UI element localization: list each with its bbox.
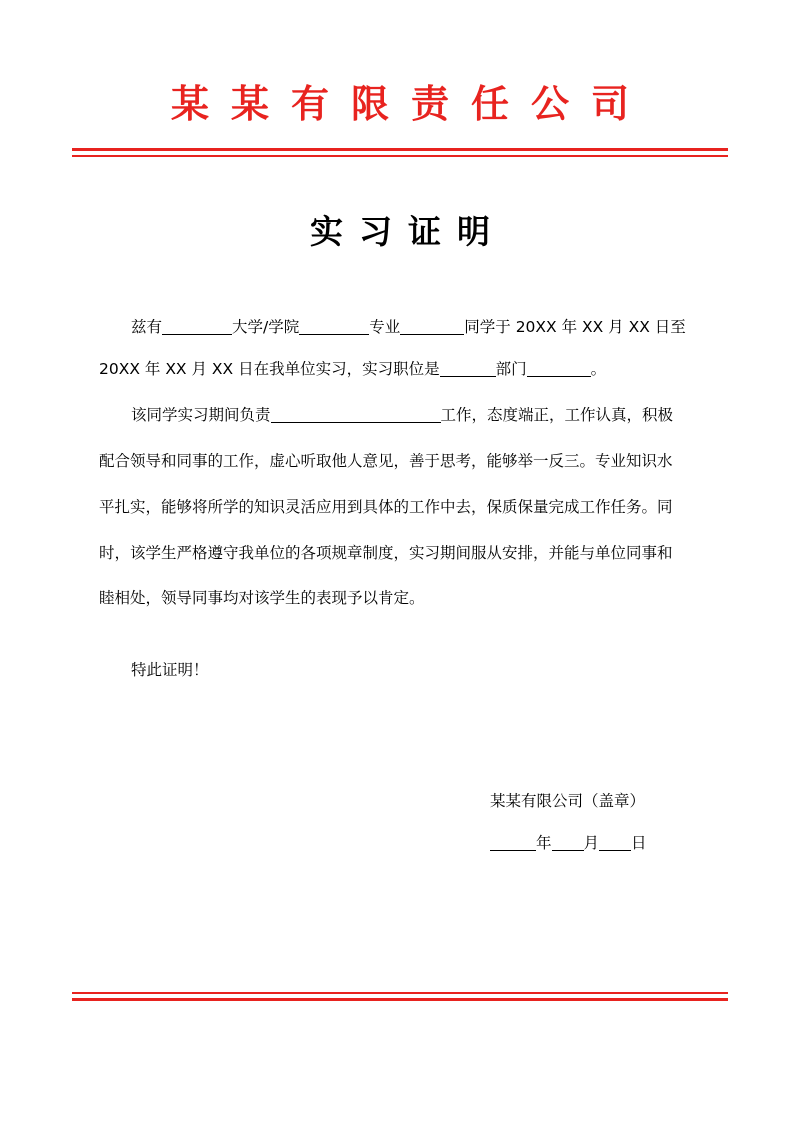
department-blank bbox=[527, 359, 591, 377]
para2-line3: 平扎实，能够将所学的知识灵活应用到具体的工作中去，保质保量完成工作任务。同 bbox=[99, 498, 673, 516]
month-blank bbox=[552, 833, 584, 851]
signature-date bbox=[490, 831, 647, 855]
footer-rule-thin bbox=[72, 992, 728, 994]
text: 。 bbox=[590, 360, 607, 378]
para2-line2: 配合领导和同事的工作，虚心听取他人意见，善于思考，能够举一反三。专业知识水 bbox=[99, 452, 673, 470]
month-label: 月 bbox=[583, 834, 600, 852]
para2-line1 bbox=[131, 403, 673, 427]
text: 部门 bbox=[495, 360, 527, 378]
student-name-blank bbox=[400, 317, 464, 335]
duty-blank bbox=[271, 405, 441, 423]
position-blank bbox=[440, 359, 496, 377]
text: 大学/学院 bbox=[232, 318, 300, 336]
para2-line5: 睦相处，领导同事均对该学生的表现予以肯定。 bbox=[99, 589, 425, 607]
university-blank bbox=[162, 317, 232, 335]
header-rule-thick bbox=[72, 148, 728, 151]
footer-rule-thick bbox=[72, 998, 728, 1001]
para1-line1 bbox=[131, 315, 686, 339]
para2-line4: 时，该学生严格遵守我单位的各项规章制度，实习期间服从安排，并能与单位同事和 bbox=[99, 544, 673, 562]
day-label: 日 bbox=[631, 834, 647, 852]
major-blank bbox=[299, 317, 369, 335]
year-blank bbox=[490, 833, 536, 851]
text: 工作，态度端正，工作认真，积极 bbox=[440, 406, 674, 424]
company-name: 某某有限责任公司 bbox=[170, 82, 651, 126]
header-rule-thin bbox=[72, 155, 728, 157]
text: 同学于 20XX 年 XX 月 XX 日至 bbox=[464, 318, 686, 336]
para1-line2 bbox=[99, 357, 606, 381]
text: 该同学实习期间负责 bbox=[131, 406, 271, 424]
closing-statement: 特此证明！ bbox=[131, 661, 209, 679]
text: 专业 bbox=[369, 318, 401, 336]
signature-company: 某某有限公司（盖章） bbox=[490, 792, 646, 810]
text: 20XX 年 XX 月 XX 日在我单位实习，实习职位是 bbox=[99, 360, 440, 378]
text: 兹有 bbox=[131, 318, 163, 336]
year-label: 年 bbox=[536, 834, 552, 852]
document-title: 实习证明 bbox=[310, 212, 506, 251]
day-blank bbox=[599, 833, 631, 851]
